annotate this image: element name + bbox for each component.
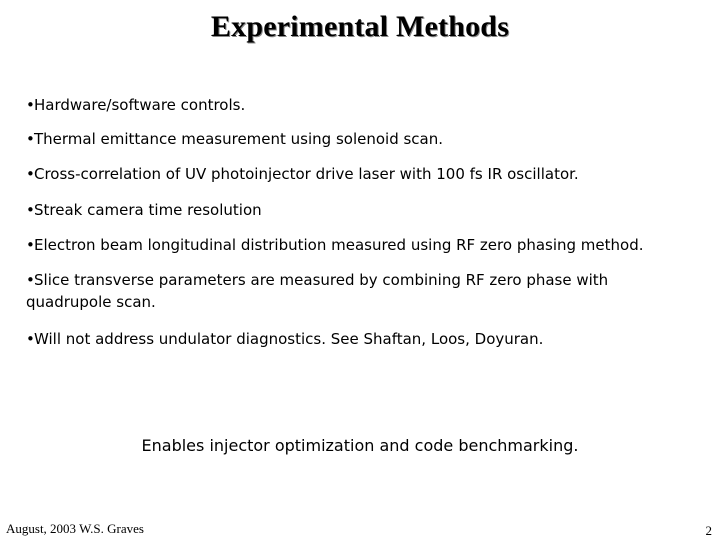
slide-title: Experimental Methods [210,10,510,43]
bullet-marker: • [26,130,35,148]
bullet-marker: • [26,201,35,219]
bullet-marker: • [26,236,35,254]
bullet-item [26,163,676,185]
bullet-marker: • [26,271,35,289]
bullet-item [26,269,676,313]
bullet-text: Electron beam longitudinal distribution measured using RF zero phasing method. [34,236,644,254]
summary-text: Enables injector optimization and code benchmarking. [141,436,579,455]
page-number: 2 [705,523,712,538]
bullet-text: Slice transverse parameters are measured by combining RF zero phase with quadrupole scan. [26,271,609,311]
footer-credit: August, 2003 W.S. Graves [6,521,144,536]
bullet-text: Streak camera time resolution [34,201,262,219]
bullet-text: Will not address undulator diagnostics. See Shaftan, Loos, Doyuran. [34,330,544,348]
bullet-item [26,328,676,350]
bullet-marker: • [26,165,35,183]
bullet-text: Hardware/software controls. [34,96,246,114]
bullet-marker: • [26,96,35,114]
bullet-text: Thermal emittance measurement using solenoid scan. [34,130,444,148]
bullet-item [26,128,676,150]
bullet-item [26,234,676,256]
bullet-item [26,199,676,221]
bullet-marker: • [26,330,35,348]
bullet-text: Cross-correlation of UV photoinjector drive laser with 100 fs IR oscillator. [34,165,579,183]
bullet-item [26,94,676,116]
